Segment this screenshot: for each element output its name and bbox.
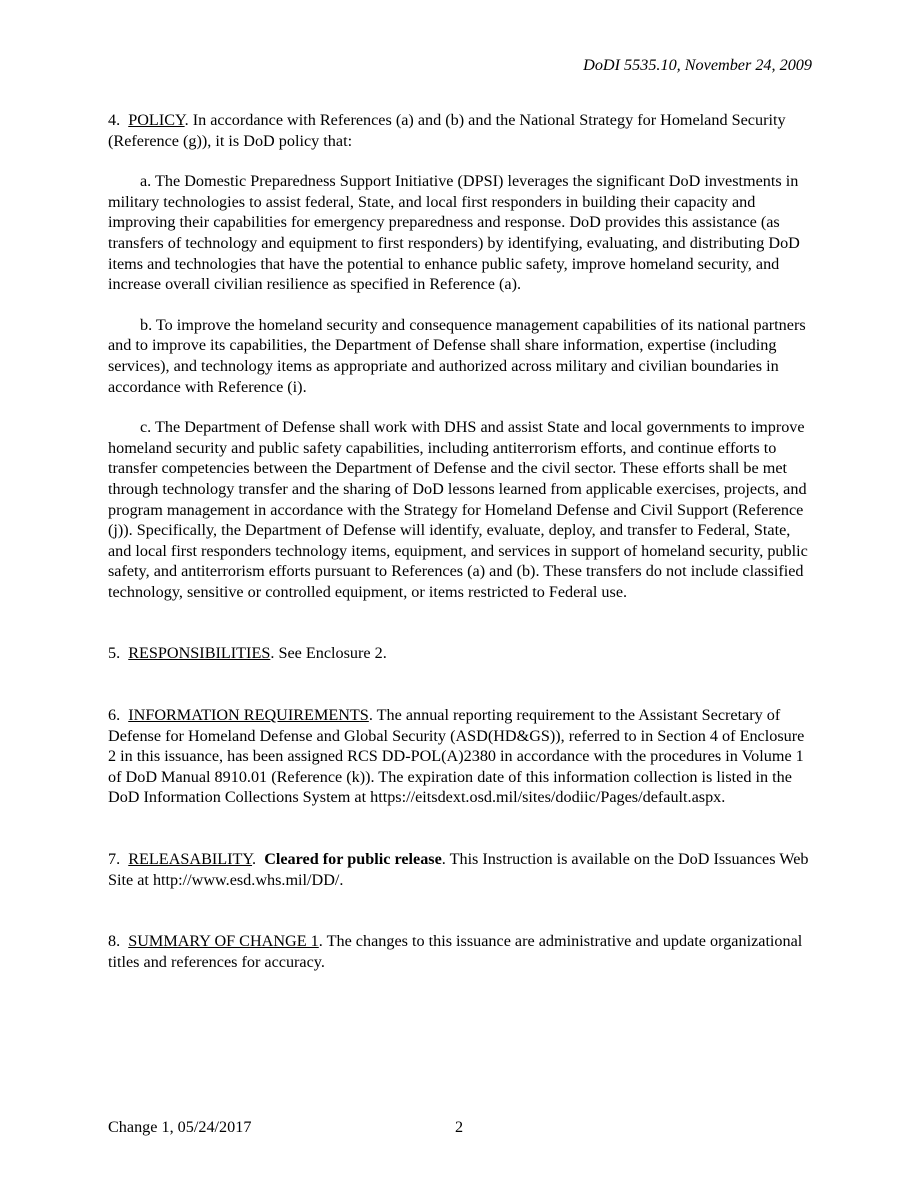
policy-intro: 4. POLICY. In accordance with References (a) and (b) and the National Strategy for Homeland Security (Reference (g)), it is DoD policy that: <box>108 111 786 150</box>
policy-paragraph-a: a. The Domestic Preparedness Support Initiative (DPSI) leverages the significant DoD investments in military technologies to assist federal, State, and local first responders in building their capacity and improving their capabilities for emergency preparedness and response. DoD provides this assistance (as transfers of technology and equipment to first responders) by identifying, evaluating, and distributing DoD items and technologies that have the potential to enhance public safety, improve homeland security, and increase overall civilian resilience as specified in Reference (a). <box>108 172 800 294</box>
policy-heading: POLICY <box>128 111 185 129</box>
section-summary-of-change: 8. SUMMARY OF CHANGE 1. The changes to this issuance are administrative and update organizational titles and references for accuracy. <box>108 932 803 971</box>
footer-page-number: 2 <box>455 1118 464 1136</box>
section-responsibilities: 5. RESPONSIBILITIES. See Enclosure 2. <box>108 644 387 663</box>
section-information-requirements: 6. INFORMATION REQUIREMENTS. The annual reporting requirement to the Assistant Secretary of Defense for Homeland Defense and Global Security (ASD(HD&GS)), referred to in Section 4 of Enclosure 2 in this issuance, has been assigned RCS DD-POL(A)2380 in accordance with the procedures in Volume 1 of DoD Manual 8910.01 (Reference (k)). The expiration date of this information collection is listed in the DoD Information Collections System at https://eitsdext.osd.mil/sites/dodiic/Pages/default.aspx. <box>108 706 805 807</box>
responsibilities-heading: RESPONSIBILITIES <box>128 644 271 663</box>
information-requirements-heading: INFORMATION REQUIREMENTS <box>128 706 369 725</box>
section-policy <box>108 110 813 602</box>
footer-change-date: Change 1, 05/24/2017 <box>108 1118 252 1136</box>
section-releasability: 7. RELEASABILITY. Cleared for public release. This Instruction is available on the DoD Issuances Web Site at http://www.esd.whs.mil/DD/. <box>108 850 809 889</box>
page-header: DoDI 5535.10, November 24, 2009 <box>583 56 812 74</box>
summary-of-change-heading: SUMMARY OF CHANGE 1 <box>128 932 319 951</box>
public-release-notice: Cleared for public release <box>264 850 442 869</box>
releasability-heading: RELEASABILITY <box>128 850 253 869</box>
policy-paragraph-b: b. To improve the homeland security and consequence management capabilities of its national partners and to improve its capabilities, the Department of Defense shall share information, expertise (including services), and technology items as appropriate and authorized across military and civilian boundaries in accordance with Reference (i). <box>108 315 806 396</box>
document-body <box>108 110 813 972</box>
policy-paragraph-c: c. The Department of Defense shall work with DHS and assist State and local governments to improve homeland security and public safety capabilities, including antiterrorism efforts, and continue efforts to transfer competencies between the Department of Defense and the civil sector. These efforts shall be met through technology transfer and the sharing of DoD lessons learned from applicable exercises, projects, and program management in accordance with the Strategy for Homeland Defense and Civil Support (Reference (j)). Specifically, the Department of Defense will identify, evaluate, deploy, and transfer to Federal, State, and local first responders technology items, equipment, and services in support of homeland security, public safety, and antiterrorism efforts pursuant to References (a) and (b). These transfers do not include classified technology, sensitive or controlled equipment, or items restricted to Federal use. <box>108 418 808 601</box>
